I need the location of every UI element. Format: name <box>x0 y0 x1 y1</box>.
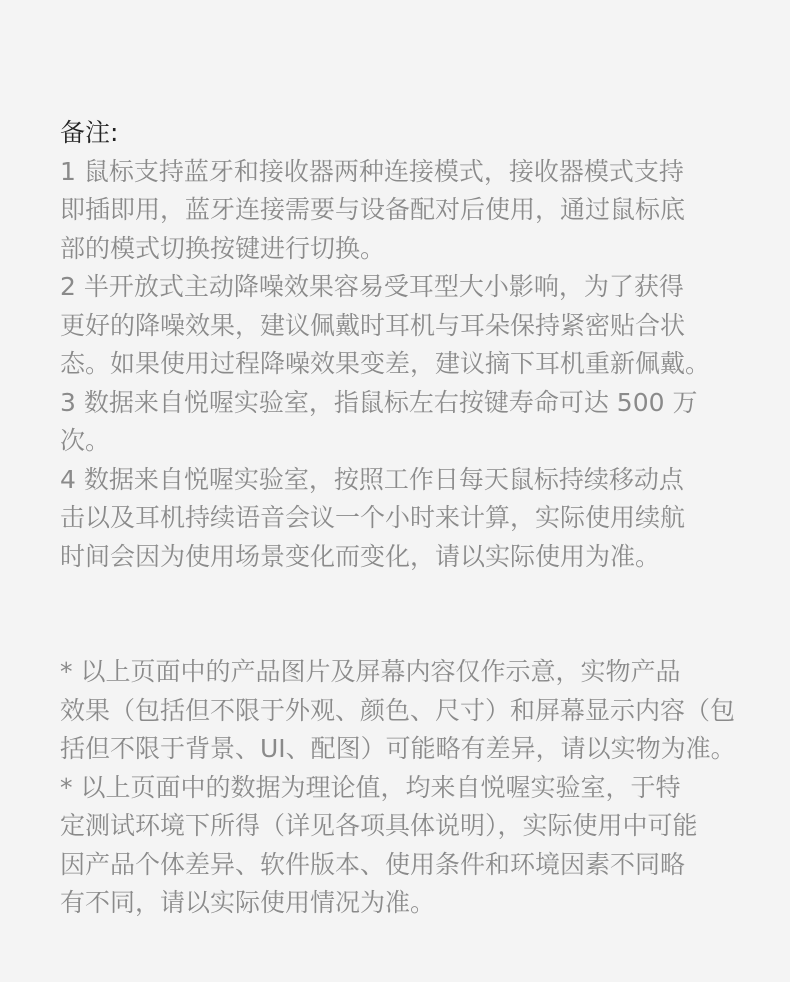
notes-title: 备注: <box>60 118 119 147</box>
note-line: 1 鼠标支持蓝牙和接收器两种连接模式，接收器模式支持 <box>60 156 684 186</box>
note-item-1 <box>60 153 740 269</box>
disclaimer-line: 定测试环境下所得（详见各项具体说明），实际使用中可能 <box>60 811 698 840</box>
spacer <box>60 615 740 654</box>
disclaimer-line: 括但不限于背景、UI、配图）可能略有差异，请以实物为准。 <box>60 734 736 763</box>
disclaimer-line: 因产品个体差异、软件版本、使用条件和环境因素不同略 <box>60 849 686 879</box>
note-item-2 <box>60 268 740 384</box>
note-item-4 <box>60 461 740 577</box>
note-line: 部的模式切换按键进行切换。 <box>60 233 386 263</box>
disclaimer-2 <box>60 769 740 923</box>
disclaimer-line: 效果（包括但不限于外观、颜色、尺寸）和屏幕显示内容（包 <box>60 695 736 725</box>
note-line: 态。如果使用过程降噪效果变差，建议摘下耳机重新佩戴。 <box>60 349 711 378</box>
notes-document <box>60 114 740 923</box>
note-item-3 <box>60 384 740 461</box>
note-line: 4 数据来自悦喔实验室，按照工作日每天鼠标持续移动点 <box>60 464 684 494</box>
note-line: 即插即用，蓝牙连接需要与设备配对后使用，通过鼠标底 <box>60 195 686 224</box>
disclaimer-line: * 以上页面中的数据为理论值，均来自悦喔实验室，于特 <box>60 772 681 802</box>
disclaimer-line: 有不同，请以实际使用情况为准。 <box>60 888 436 917</box>
note-line: 更好的降噪效果，建议佩戴时耳机与耳朵保持紧密贴合状 <box>60 310 686 340</box>
note-line: 3 数据来自悦喔实验室，指鼠标左右按键寿命可达 500 万 <box>60 387 698 417</box>
disclaimer-line: * 以上页面中的产品图片及屏幕内容仅作示意，实物产品 <box>60 657 681 686</box>
note-line: 时间会因为使用场景变化而变化，请以实际使用为准。 <box>60 541 661 571</box>
disclaimer-1 <box>60 653 740 769</box>
note-line: 击以及耳机持续语音会议一个小时来计算，实际使用续航 <box>60 503 686 532</box>
spacer <box>60 576 740 615</box>
note-line: 2 半开放式主动降噪效果容易受耳型大小影响，为了获得 <box>60 272 684 301</box>
note-line: 次。 <box>60 426 111 455</box>
